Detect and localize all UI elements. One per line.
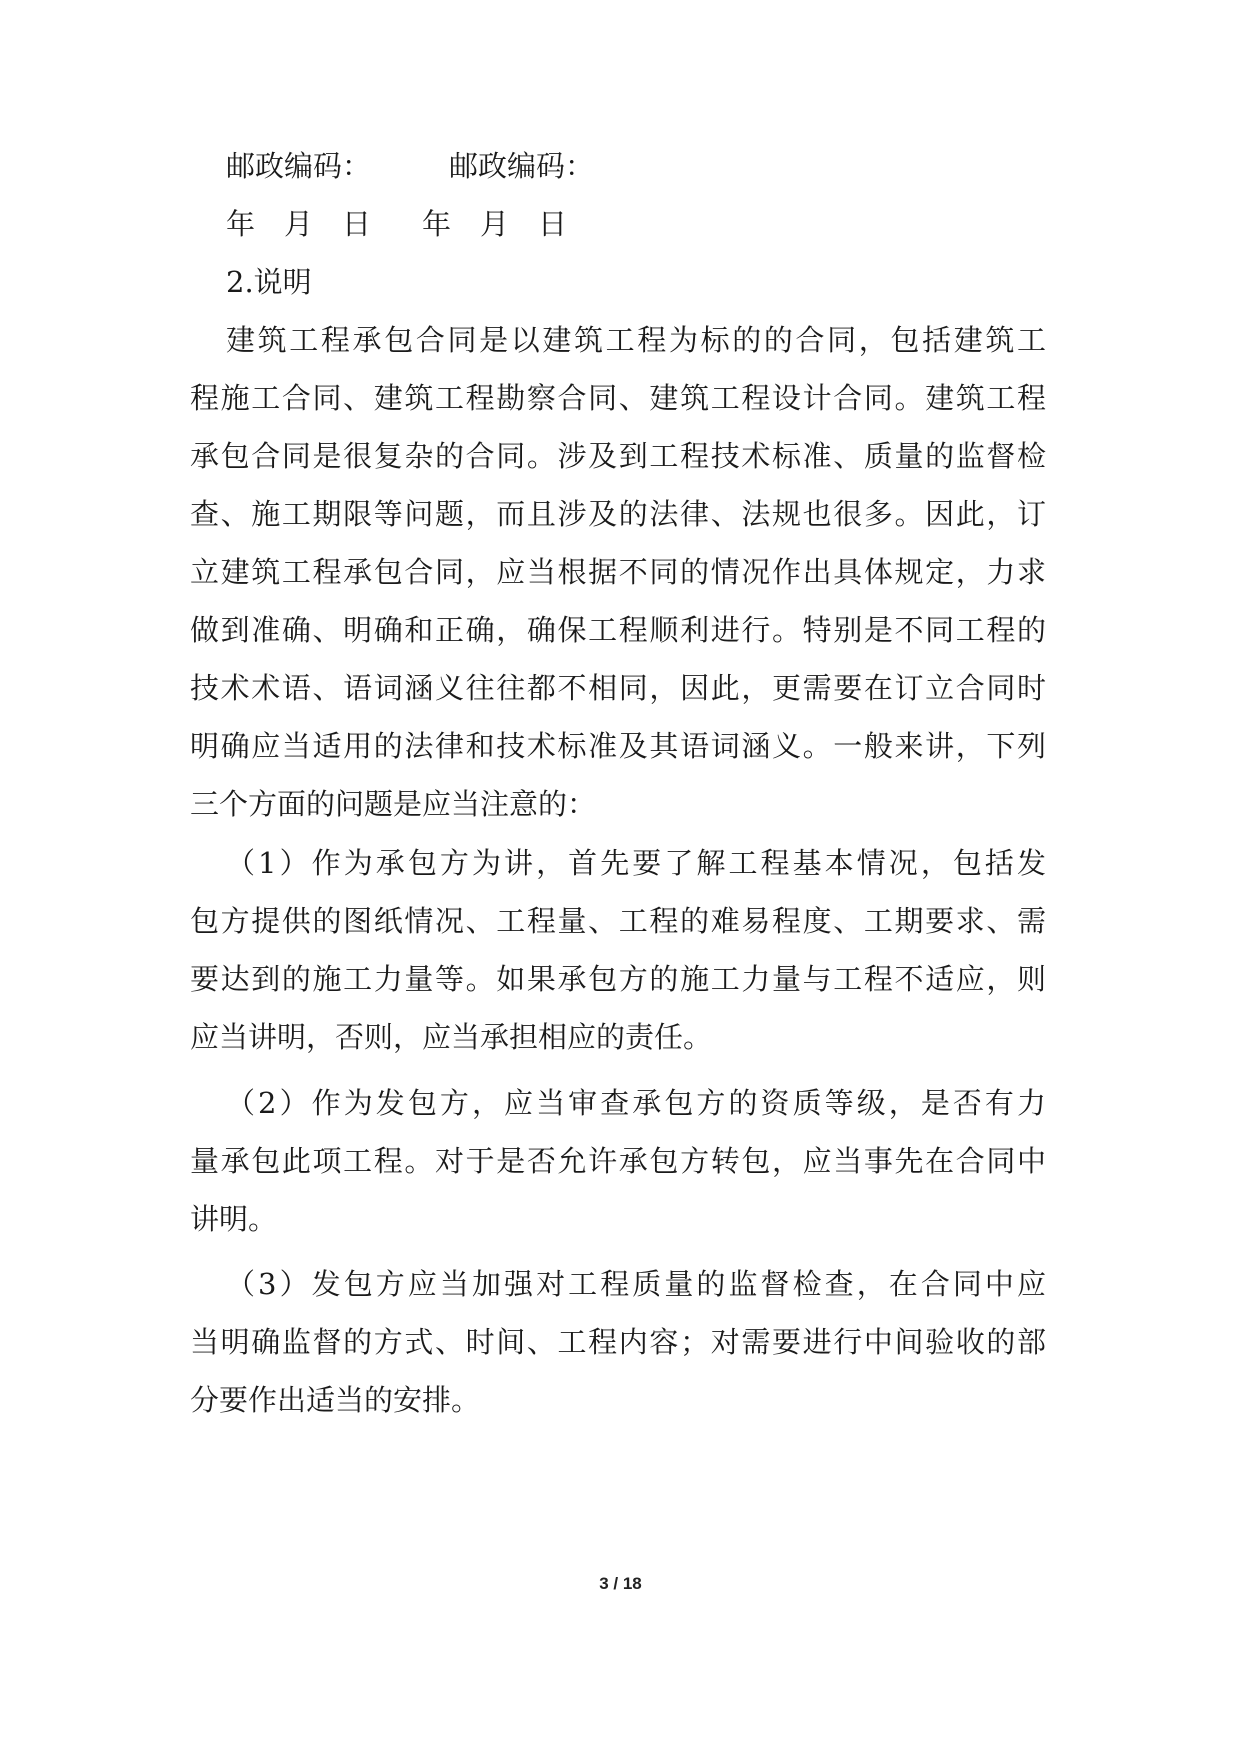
paragraph-point3-line: （3）发包方应当加强对工程质量的监督检查，在合同中应: [226, 1267, 1046, 1301]
paragraph-intro-line: 查、施工期限等问题，而且涉及的法律、法规也很多。因此，订: [190, 497, 1046, 531]
paragraph-point1-line: 应当讲明，否则，应当承担相应的责任。: [190, 1020, 713, 1054]
paragraph-point1-line: 包方提供的图纸情况、工程量、工程的难易程度、工期要求、需: [190, 904, 1046, 938]
paragraph-intro-line: 程施工合同、建筑工程勘察合同、建筑工程设计合同。建筑工程: [190, 381, 1046, 415]
postal-code-right: 邮政编码：: [449, 149, 595, 183]
paragraph-point3-line: 分要作出适当的安排。: [190, 1383, 481, 1417]
paragraph-point1-line: 要达到的施工力量等。如果承包方的施工力量与工程不适应，则: [190, 962, 1046, 996]
paragraph-intro-line: 明确应当适用的法律和技术标准及其语词涵义。一般来讲，下列: [190, 729, 1046, 763]
paragraph-intro-line: 建筑工程承包合同是以建筑工程为标的的合同，包括建筑工: [226, 323, 1046, 357]
paragraph-intro-line: 三个方面的问题是应当注意的：: [190, 787, 597, 821]
date-right: 年 月 日: [422, 207, 568, 241]
paragraph-intro-line: 技术术语、语词涵义往往都不相同，因此，更需要在订立合同时: [190, 671, 1046, 705]
paragraph-intro-line: 做到准确、明确和正确，确保工程顺利进行。特别是不同工程的: [190, 613, 1046, 647]
paragraph-point2-line: 量承包此项工程。对于是否允许承包方转包，应当事先在合同中: [190, 1144, 1046, 1178]
section-heading: 2.说明: [226, 265, 312, 299]
paragraph-point2-line: （2）作为发包方，应当审查承包方的资质等级，是否有力: [226, 1086, 1046, 1120]
paragraph-intro-line: 立建筑工程承包合同，应当根据不同的情况作出具体规定，力求: [190, 555, 1046, 589]
paragraph-point2-line: 讲明。: [190, 1202, 278, 1236]
page-number: 3 / 18: [599, 1574, 642, 1593]
paragraph-point3-line: 当明确监督的方式、时间、工程内容；对需要进行中间验收的部: [190, 1325, 1046, 1359]
date-left: 年 月 日: [226, 207, 372, 241]
postal-code-left: 邮政编码：: [226, 149, 372, 183]
paragraph-intro-line: 承包合同是很复杂的合同。涉及到工程技术标准、质量的监督检: [190, 439, 1046, 473]
paragraph-point1-line: （1）作为承包方为讲，首先要了解工程基本情况，包括发: [226, 846, 1046, 880]
